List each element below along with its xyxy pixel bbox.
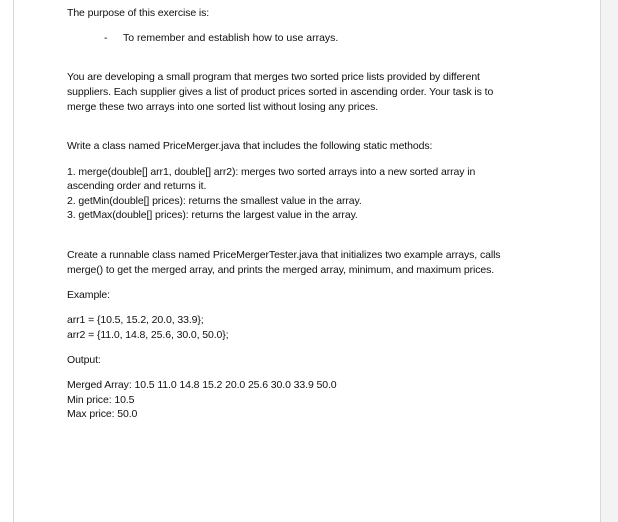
- class-spec-intro: Write a class named PriceMerger.java that includes the following static methods:: [67, 140, 433, 152]
- purpose-heading: The purpose of this exercise is:: [67, 7, 210, 19]
- output-line: Merged Array: 10.5 11.0 14.8 15.2 20.0 25.6 30.0 33.9 50.0: [67, 379, 337, 391]
- output-label: Output:: [67, 354, 101, 366]
- output-line: Min price: 10.5: [67, 394, 135, 406]
- output-line: Max price: 50.0: [67, 408, 138, 420]
- bullet-marker: -: [104, 32, 108, 44]
- page-left-border: [13, 0, 14, 522]
- tester-line: Create a runnable class named PriceMergerTester.java that initializes two example arrays, calls: [67, 249, 501, 261]
- scenario-line: You are developing a small program that merges two sorted price lists provided by different: [67, 71, 480, 83]
- scenario-line: suppliers. Each supplier gives a list of product prices sorted in ascending order. Your task is to: [67, 86, 494, 98]
- tester-line: merge() to get the merged array, and prints the merged array, minimum, and maximum prices.: [67, 264, 495, 276]
- purpose-bullet: To remember and establish how to use arrays.: [123, 32, 339, 44]
- example-code-line: arr1 = {10.5, 15.2, 20.0, 33.9};: [67, 314, 204, 326]
- method-line: 3. getMax(double[] prices): returns the largest value in the array.: [67, 209, 358, 221]
- method-line: 2. getMin(double[] prices): returns the smallest value in the array.: [67, 195, 362, 207]
- method-line: ascending order and returns it.: [67, 180, 207, 192]
- page-right-gutter: [601, 0, 618, 522]
- method-line: 1. merge(double[] arr1, double[] arr2): merges two sorted arrays into a new sorted array in: [67, 166, 476, 178]
- scenario-line: merge these two arrays into one sorted list without losing any prices.: [67, 101, 379, 113]
- example-code-line: arr2 = {11.0, 14.8, 25.6, 30.0, 50.0};: [67, 329, 229, 341]
- example-label: Example:: [67, 289, 110, 301]
